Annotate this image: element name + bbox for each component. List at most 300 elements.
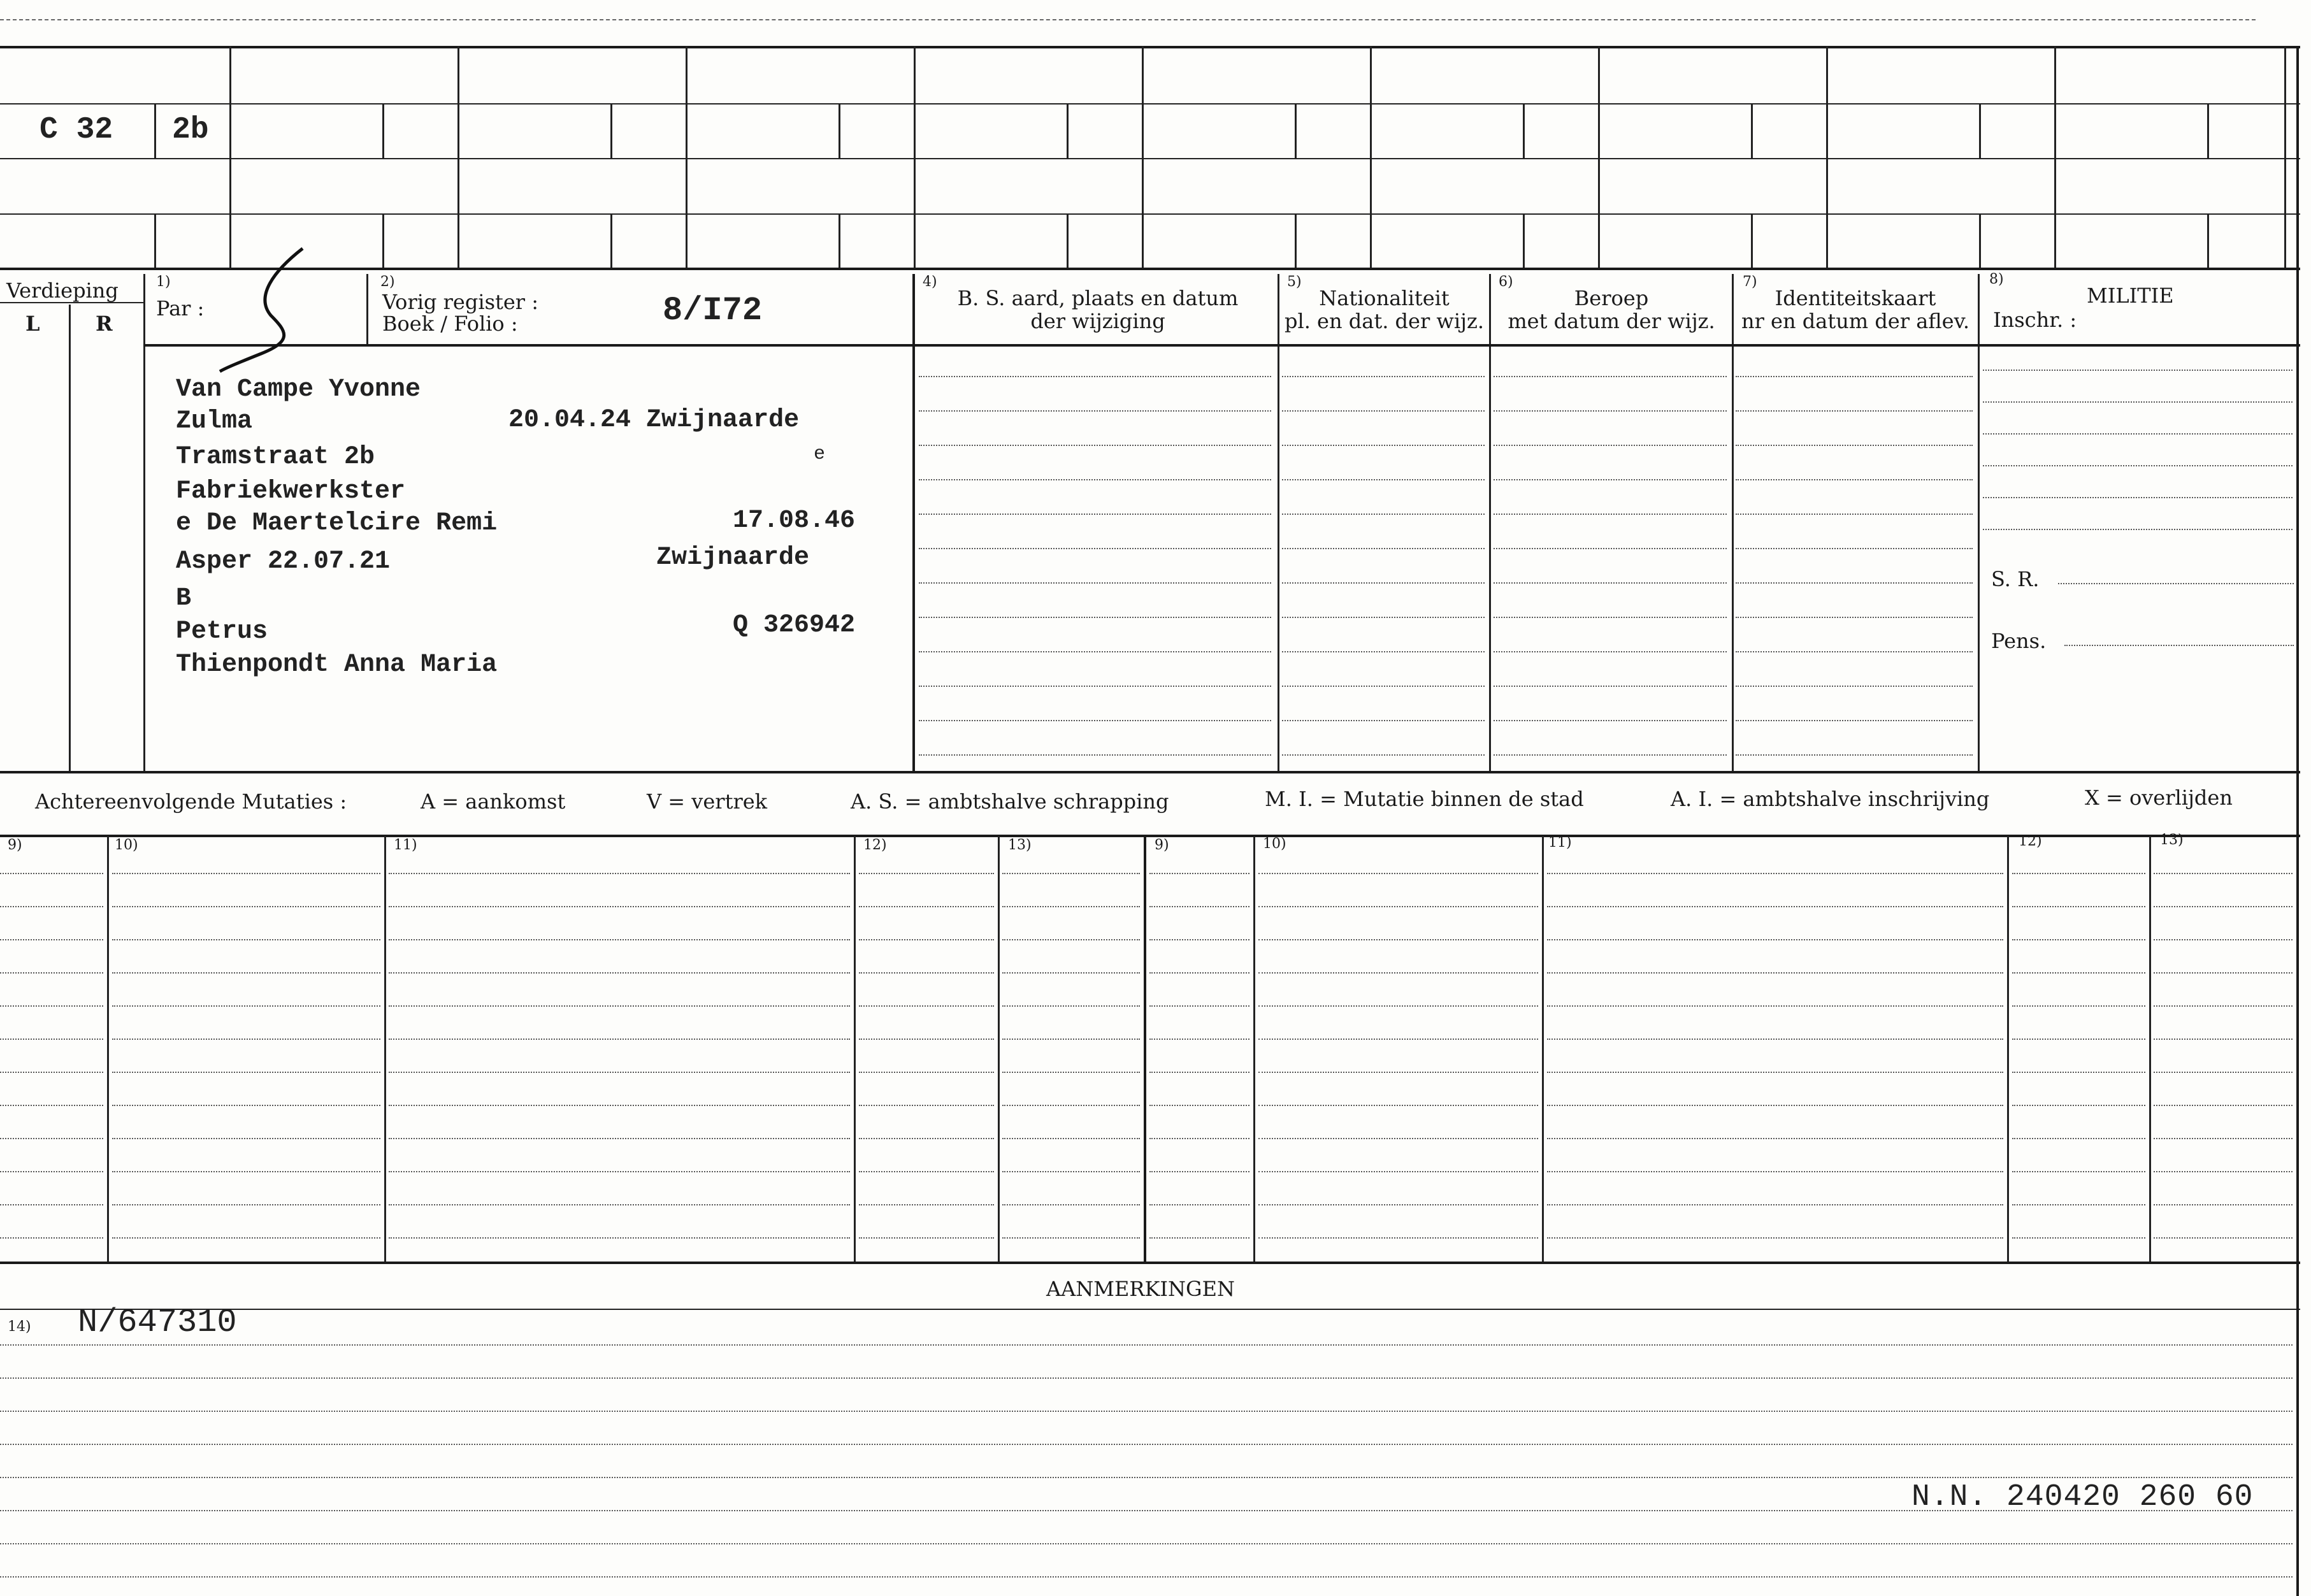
legend-overlijden: X = overlijden [2085,786,2233,810]
ruled-line [1736,754,1973,756]
mut-col-9-left: 9) [8,837,22,853]
ruled-line [1547,1005,2003,1007]
grid-line [839,213,840,268]
ruled-line [1494,479,1727,480]
grid-line [686,46,688,268]
col2-number: 2) [380,274,395,290]
grid-line [1067,213,1069,268]
header-top-border [0,268,2300,270]
ruled-line [0,1510,2293,1511]
ruled-line [1149,1005,1249,1007]
ruled-line [1258,1105,1538,1106]
grid-line [1067,103,1069,158]
mut-col-10-left: 10) [115,837,138,853]
ruled-line [2154,1072,2293,1073]
ruled-line [1736,376,1973,377]
ruled-line [1149,1039,1249,1040]
grid-line [2054,46,2056,268]
ruled-line [1736,686,1973,687]
ruled-line [1736,410,1973,412]
ruled-line [2154,873,2293,874]
col5-title [1281,288,1488,331]
ruled-line [0,1204,103,1205]
ruled-line [2012,1171,2145,1172]
ruled-line [1494,651,1727,652]
ruled-line [112,1005,380,1007]
ruled-line [0,1237,103,1239]
ruled-line [0,1477,2293,1478]
ruled-line [1983,370,2293,371]
grid-line [154,213,156,268]
grid-line [2284,46,2286,268]
ruled-line [919,376,1271,377]
ruled-line [1494,548,1727,549]
grid-line [382,103,384,158]
ruled-line [112,1039,380,1040]
ruled-line [389,1005,850,1007]
grid-line [457,46,459,268]
ruled-line [389,972,850,974]
aanmerkingen-number: 14) [8,1319,31,1335]
ruled-line [112,1072,380,1073]
grid-line [1142,46,1144,268]
ruled-line [0,1005,103,1007]
ruled-line [112,1204,380,1205]
grid-line [912,274,915,771]
grid-line [107,836,109,1262]
ruled-line [1258,1138,1538,1139]
ruled-line [0,906,103,907]
ruled-line [1002,1039,1140,1040]
ruled-line [1002,1072,1140,1073]
ruled-line [0,1444,2293,1445]
ruled-line [1258,1237,1538,1239]
ruled-line [1002,1204,1140,1205]
mut-col-10-right: 10) [1263,836,1286,852]
ruled-line [1002,906,1140,907]
mut-col-11-left: 11) [394,837,417,853]
ruled-line [1282,754,1485,756]
ruled-line [1149,939,1249,940]
legend-vertrek: V = vertrek [647,789,768,814]
ruled-line [919,582,1271,584]
person-line-6a: Asper 22.07.21 [176,547,391,576]
ruled-line [2012,873,2145,874]
person-line-9: Thienpondt Anna Maria [176,651,498,679]
ruled-line [112,906,380,907]
ruled-line [1258,1072,1538,1073]
ruled-line [859,1039,994,1040]
mut-col-12-left: 12) [863,837,887,853]
col6-line2: met datum der wijz. [1508,309,1715,333]
ruled-line [919,410,1271,412]
col4-number: 4) [923,274,937,290]
col7-number: 7) [1743,274,1757,290]
ruled-line [112,1138,380,1139]
ruled-line [859,1204,994,1205]
grid-line [1523,213,1525,268]
col7-line2: nr en datum der aflev. [1741,309,1970,333]
ruled-line [2012,1072,2145,1073]
ruled-line [1547,1072,2003,1073]
verdieping-label: Verdieping [6,278,119,303]
ruled-line [2012,1039,2145,1040]
ruled-line [2154,1237,2293,1239]
aanmerkingen-top-border [0,1262,2300,1264]
ruled-line [1736,514,1973,515]
pens-label: Pens. [1991,629,2047,653]
ruled-line [1002,1237,1140,1239]
ruled-line [1494,376,1727,377]
ruled-line [1983,401,2293,403]
ruled-line [859,1138,994,1139]
person-line-3b: e [814,443,826,465]
ruled-line [112,1171,380,1172]
ruled-line [1002,972,1140,974]
vorig-register-label: Vorig register : [382,290,539,314]
col1-number: 1) [156,274,171,290]
ruled-line [1149,873,1249,874]
inschr-label: Inschr. : [1993,308,2077,332]
ruled-line [389,1039,850,1040]
ruled-line [1282,651,1485,652]
sr-line [2058,583,2294,584]
ruled-line [2154,972,2293,974]
ruled-line [1547,1237,2003,1239]
col6-number: 6) [1499,274,1513,290]
ruled-line [1547,1138,2003,1139]
ruled-line [1494,410,1727,412]
ruled-line [1149,906,1249,907]
grid-line [1979,213,1981,268]
col7-line1: Identiteitskaart [1775,286,1936,310]
ruled-line [1149,1105,1249,1106]
ruled-line [0,1105,103,1106]
boek-folio-value: 8/I72 [663,292,763,329]
col5-line2: pl. en dat. der wijz. [1284,309,1484,333]
ruled-line [1258,972,1538,974]
ruled-line [2012,1138,2145,1139]
grid-line [1295,213,1297,268]
ruled-line [1494,445,1727,446]
ruled-line [1149,1072,1249,1073]
ruled-line [1002,873,1140,874]
ruled-line [389,906,850,907]
grid-line [1598,46,1600,268]
person-line-6b: Zwijnaarde [656,543,810,572]
ruled-line [0,1039,103,1040]
ruled-line [919,445,1271,446]
grid-line [2207,103,2209,158]
person-line-1: Van Campe Yvonne [176,375,421,404]
grid-line [154,103,156,158]
ruled-line [1282,582,1485,584]
ruled-line [1494,617,1727,618]
mut-col-13-left: 13) [1008,837,1032,853]
legend-ambtshalve-schrapping: A. S. = ambtshalve schrapping [851,789,1169,814]
r-label: R [96,312,113,336]
aanmerkingen-value: N/647310 [78,1304,237,1341]
grid-line [1144,836,1146,1262]
col6-title [1491,288,1732,331]
ruled-line [112,873,380,874]
ruled-line [0,1576,2293,1578]
grid-line [1542,836,1544,1262]
militie-title: MILITIE [2087,284,2174,308]
mut-col-12-right: 12) [2019,833,2042,849]
ruled-line [1282,410,1485,412]
ruled-line [2012,972,2145,974]
top-grid-row-line [0,103,2300,104]
ruled-line [1547,906,2003,907]
grid-line [1978,274,1980,771]
ruled-line [389,1237,850,1239]
ruled-line [1736,651,1973,652]
top-code: C 32 [40,113,113,147]
top-edge-line [0,19,2256,20]
grid-line [1826,46,1828,268]
ruled-line [112,939,380,940]
ruled-line [1002,1105,1140,1106]
ruled-line [859,972,994,974]
ruled-line [2012,1005,2145,1007]
grid-line [914,46,916,268]
ruled-line [2012,939,2145,940]
top-grid-row-line [0,213,2300,215]
col8-number: 8) [1989,271,2004,287]
ruled-line [859,1237,994,1239]
ruled-line [1547,972,2003,974]
top-subcode: 2b [172,113,209,147]
grid-line [2007,836,2009,1262]
ruled-line [1983,497,2293,498]
mutaties-top-border [0,835,2300,837]
ruled-line [0,1344,2293,1346]
ruled-line [1494,514,1727,515]
col7-title [1733,288,1978,331]
ruled-line [859,1105,994,1106]
grid-line [382,213,384,268]
ruled-line [859,873,994,874]
grid-line [1751,103,1753,158]
ruled-line [1282,720,1485,721]
grid-line [839,103,840,158]
ruled-line [0,972,103,974]
person-line-2b: 20.04.24 Zwijnaarde [508,406,800,435]
ruled-line [389,1072,850,1073]
ruled-line [1983,433,2293,435]
grid-line [610,213,612,268]
boek-folio-label: Boek / Folio : [382,312,518,336]
grid-line [1732,274,1734,771]
ruled-line [0,939,103,940]
ruled-line [2154,939,2293,940]
national-number: N.N. 240420 260 60 [1911,1480,2254,1514]
ruled-line [919,617,1271,618]
ruled-line [1002,1171,1140,1172]
ruled-line [2154,1105,2293,1106]
ruled-line [859,1072,994,1073]
ruled-line [1736,617,1973,618]
ruled-line [1002,939,1140,940]
ruled-line [0,1072,103,1073]
ruled-line [1736,582,1973,584]
ruled-line [2154,1171,2293,1172]
ruled-line [919,514,1271,515]
col5-number: 5) [1287,274,1302,290]
mut-col-9-right: 9) [1155,837,1169,853]
ruled-line [1258,1204,1538,1205]
grid-line [1979,103,1981,158]
ruled-line [859,1005,994,1007]
header-bottom-border [143,344,2300,347]
ruled-line [1547,1039,2003,1040]
legend-mutatie-binnen-stad: M. I. = Mutatie binnen de stad [1265,787,1584,811]
ruled-line [1983,529,2293,530]
ruled-line [1494,686,1727,687]
ruled-line [0,1411,2293,1412]
grid-line [384,836,386,1262]
ruled-line [1494,720,1727,721]
ruled-line [1547,939,2003,940]
ruled-line [389,1105,850,1106]
mutaties-label: Achtereenvolgende Mutaties : [35,789,347,814]
ruled-line [112,1105,380,1106]
ruled-line [1494,754,1727,756]
ruled-line [919,720,1271,721]
col5-line1: Nationaliteit [1319,286,1450,310]
ruled-line [1736,548,1973,549]
person-line-2a: Zulma [176,407,253,436]
person-line-8a: Petrus [176,617,268,646]
ruled-line [859,906,994,907]
ruled-line [1547,873,2003,874]
mid-section-border [0,771,2300,773]
ruled-line [1149,1138,1249,1139]
grid-line [143,274,145,771]
mut-col-11-right: 11) [1548,835,1572,851]
grid-line [2149,836,2151,1262]
ruled-line [389,939,850,940]
ruled-line [1149,1204,1249,1205]
ruled-line [389,1171,850,1172]
col4-title [923,288,1273,331]
ruled-line [1149,1237,1249,1239]
ruled-line [1282,617,1485,618]
ruled-line [1547,1105,2003,1106]
ruled-line [2012,1105,2145,1106]
grid-line [366,274,368,344]
ruled-line [2154,1204,2293,1205]
ruled-line [112,972,380,974]
ruled-line [2154,1039,2293,1040]
ruled-line [2012,1204,2145,1205]
ruled-line [1282,514,1485,515]
grid-line [69,305,71,771]
ruled-line [2012,906,2145,907]
sr-label: S. R. [1991,567,2040,591]
person-line-5a: e De Maertelcire Remi [176,509,498,538]
grid-line [229,46,231,268]
ruled-line [1258,873,1538,874]
ruled-line [389,873,850,874]
l-label: L [25,312,40,336]
ruled-line [2154,1138,2293,1139]
col4-line1: B. S. aard, plaats en datum [957,286,1239,310]
ruled-line [919,548,1271,549]
grid-line [1295,103,1297,158]
ruled-line [859,1171,994,1172]
ruled-line [389,1138,850,1139]
grid-line [1253,836,1255,1262]
ruled-line [1258,939,1538,940]
grid-line [1751,213,1753,268]
person-line-8b: Q 326942 [733,611,856,640]
aanmerkingen-title: AANMERKINGEN [1046,1277,1235,1301]
grid-line [998,836,1000,1262]
ruled-line [1736,720,1973,721]
ruled-line [1258,1005,1538,1007]
aanmerkingen-title-line [0,1309,2300,1310]
ruled-line [2012,1237,2145,1239]
right-edge-border [2296,46,2299,1596]
par-scribble-icon [217,245,306,373]
legend-aankomst: A = aankomst [421,789,566,814]
ruled-line [1547,1171,2003,1172]
ruled-line [1736,479,1973,480]
grid-line [1370,46,1372,268]
person-line-5b: 17.08.46 [733,507,856,535]
ruled-line [919,651,1271,652]
grid-line [2207,213,2209,268]
grid-line [1278,274,1279,771]
top-grid-border [0,46,2300,48]
legend-ambtshalve-inschrijving: A. I. = ambtshalve inschrijving [1671,787,1990,811]
ruled-line [389,1204,850,1205]
grid-line [1489,274,1491,771]
ruled-line [1258,906,1538,907]
ruled-line [0,1543,2293,1544]
ruled-line [0,1377,2293,1379]
grid-line [610,103,612,158]
ruled-line [1282,479,1485,480]
top-grid-row-line [0,158,2300,159]
person-line-3: Tramstraat 2b [176,443,375,471]
grid-line [1523,103,1525,158]
ruled-line [1258,1039,1538,1040]
ruled-line [1258,1171,1538,1172]
ruled-line [112,1237,380,1239]
ruled-line [0,1171,103,1172]
ruled-line [1282,686,1485,687]
ruled-line [1547,1204,2003,1205]
person-line-7: B [176,584,192,613]
ruled-line [919,479,1271,480]
person-line-4: Fabriekwerkster [176,477,406,506]
grid-line [854,836,856,1262]
col4-line2: der wijziging [1030,309,1165,333]
ruled-line [859,939,994,940]
ruled-line [1282,445,1485,446]
ruled-line [1494,582,1727,584]
ruled-line [919,754,1271,756]
pens-line [2064,645,2294,646]
ruled-line [0,873,103,874]
ruled-line [1149,1171,1249,1172]
par-label: Par : [156,296,205,320]
ruled-line [1149,972,1249,974]
ruled-line [2154,1005,2293,1007]
